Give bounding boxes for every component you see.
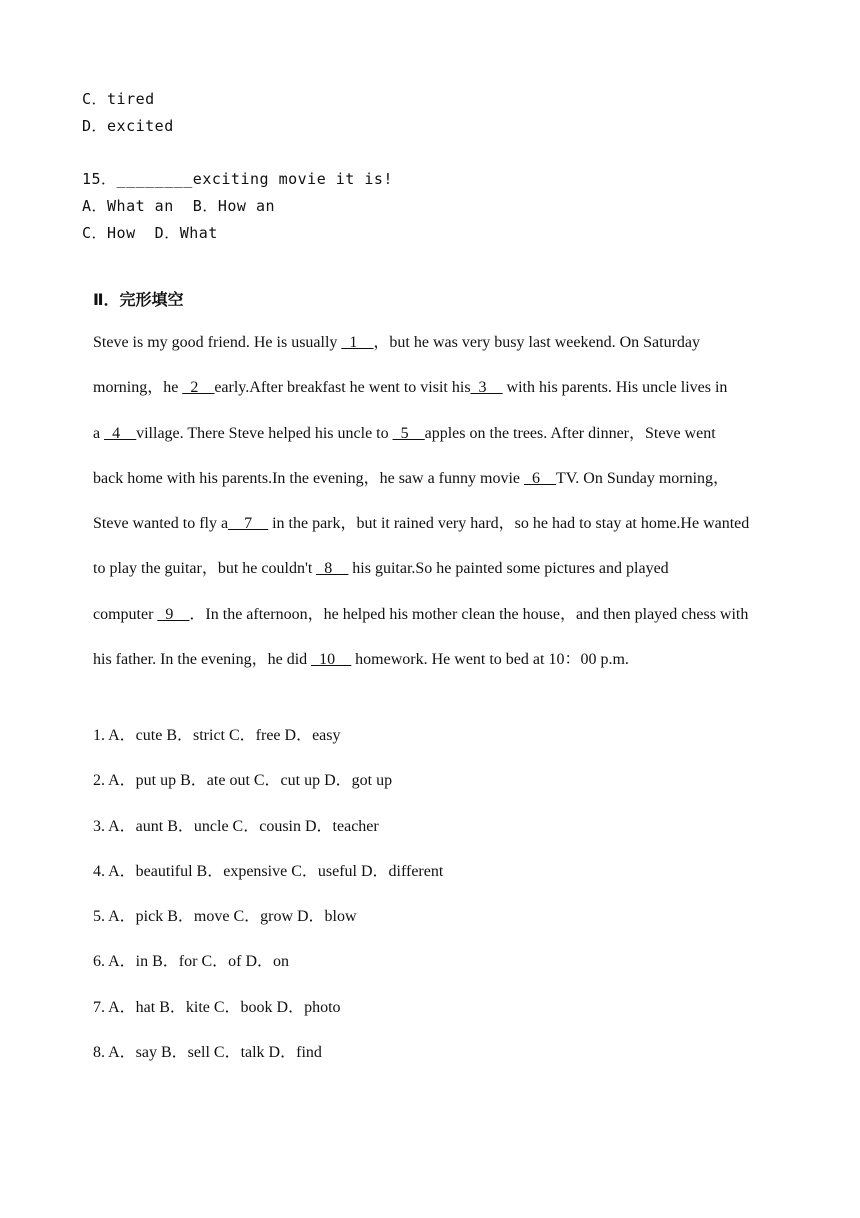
option-line-3: 3. A．aunt B．uncle C．cousin D．teacher [93, 817, 379, 835]
question-15-options-row1: A．What an B．How an [82, 197, 276, 215]
blank-1: _1__ [341, 334, 374, 351]
passage-line: morning，he _2__early.After breakfast he went to visit his_3__ with his parents. His uncle lives in [93, 379, 728, 397]
question-15-options-row2: C．How D．What [82, 224, 218, 242]
blank-8: _8__ [316, 560, 349, 578]
option-line-6: 6. A．in B．for C．of D．on [93, 953, 290, 971]
option-c-tired: C．tired [82, 90, 155, 108]
blank-5: _5__ [392, 424, 425, 442]
passage-line: a _4__village. There Steve helped his uncle to _5__apples on the trees. After dinner，Steve went [93, 424, 716, 442]
cloze-passage [93, 320, 793, 682]
passage-line: to play the guitar，but he couldn't _8__ his guitar.So he painted some pictures and played [93, 560, 669, 578]
passage-line: back home with his parents.In the evening，he saw a funny movie _6__TV. On Sunday morning， [93, 469, 730, 487]
passage-line: Steve wanted to fly a__7__ in the park，but it rained very hard，so he had to stay at home.He wanted [93, 515, 750, 533]
option-line-7: 7. A．hat B．kite C．book D．photo [93, 998, 341, 1016]
passage-line: computer _9__．In the afternoon，he helped his mother clean the house，and then played chess with [93, 605, 749, 623]
blank-2: _2__ [182, 379, 215, 397]
blank-3: _3__ [470, 379, 503, 397]
question-15-stem: 15．________exciting movie it is! [82, 170, 393, 188]
option-line-5: 5. A．pick B．move C．grow D．blow [93, 908, 357, 926]
passage-line: Steve is my good friend. He is usually _1__，but he was very busy last weekend. On Saturday [93, 334, 701, 351]
passage-line: his father. In the evening，he did _10__ homework. He went to bed at 10：00 p.m. [93, 651, 629, 669]
blank-7: __7__ [228, 515, 269, 533]
option-d-excited: D．excited [82, 117, 174, 135]
option-line-8: 8. A．say B．sell C．talk D．find [93, 1044, 322, 1062]
blank-9: _9__ [157, 605, 190, 623]
option-line-1: 1. A．cute B．strict C．free D．easy [93, 727, 341, 744]
option-line-2: 2. A．put up B．ate out C．cut up D．got up [93, 772, 393, 790]
blank-6: _6__ [524, 469, 557, 487]
blank-4: _4__ [104, 424, 137, 442]
section-title: Ⅱ．完形填空 [93, 290, 184, 309]
option-line-4: 4. A．beautiful B．expensive C．useful D．different [93, 862, 444, 880]
answer-options [93, 713, 443, 1075]
blank-10: _10__ [311, 651, 352, 669]
